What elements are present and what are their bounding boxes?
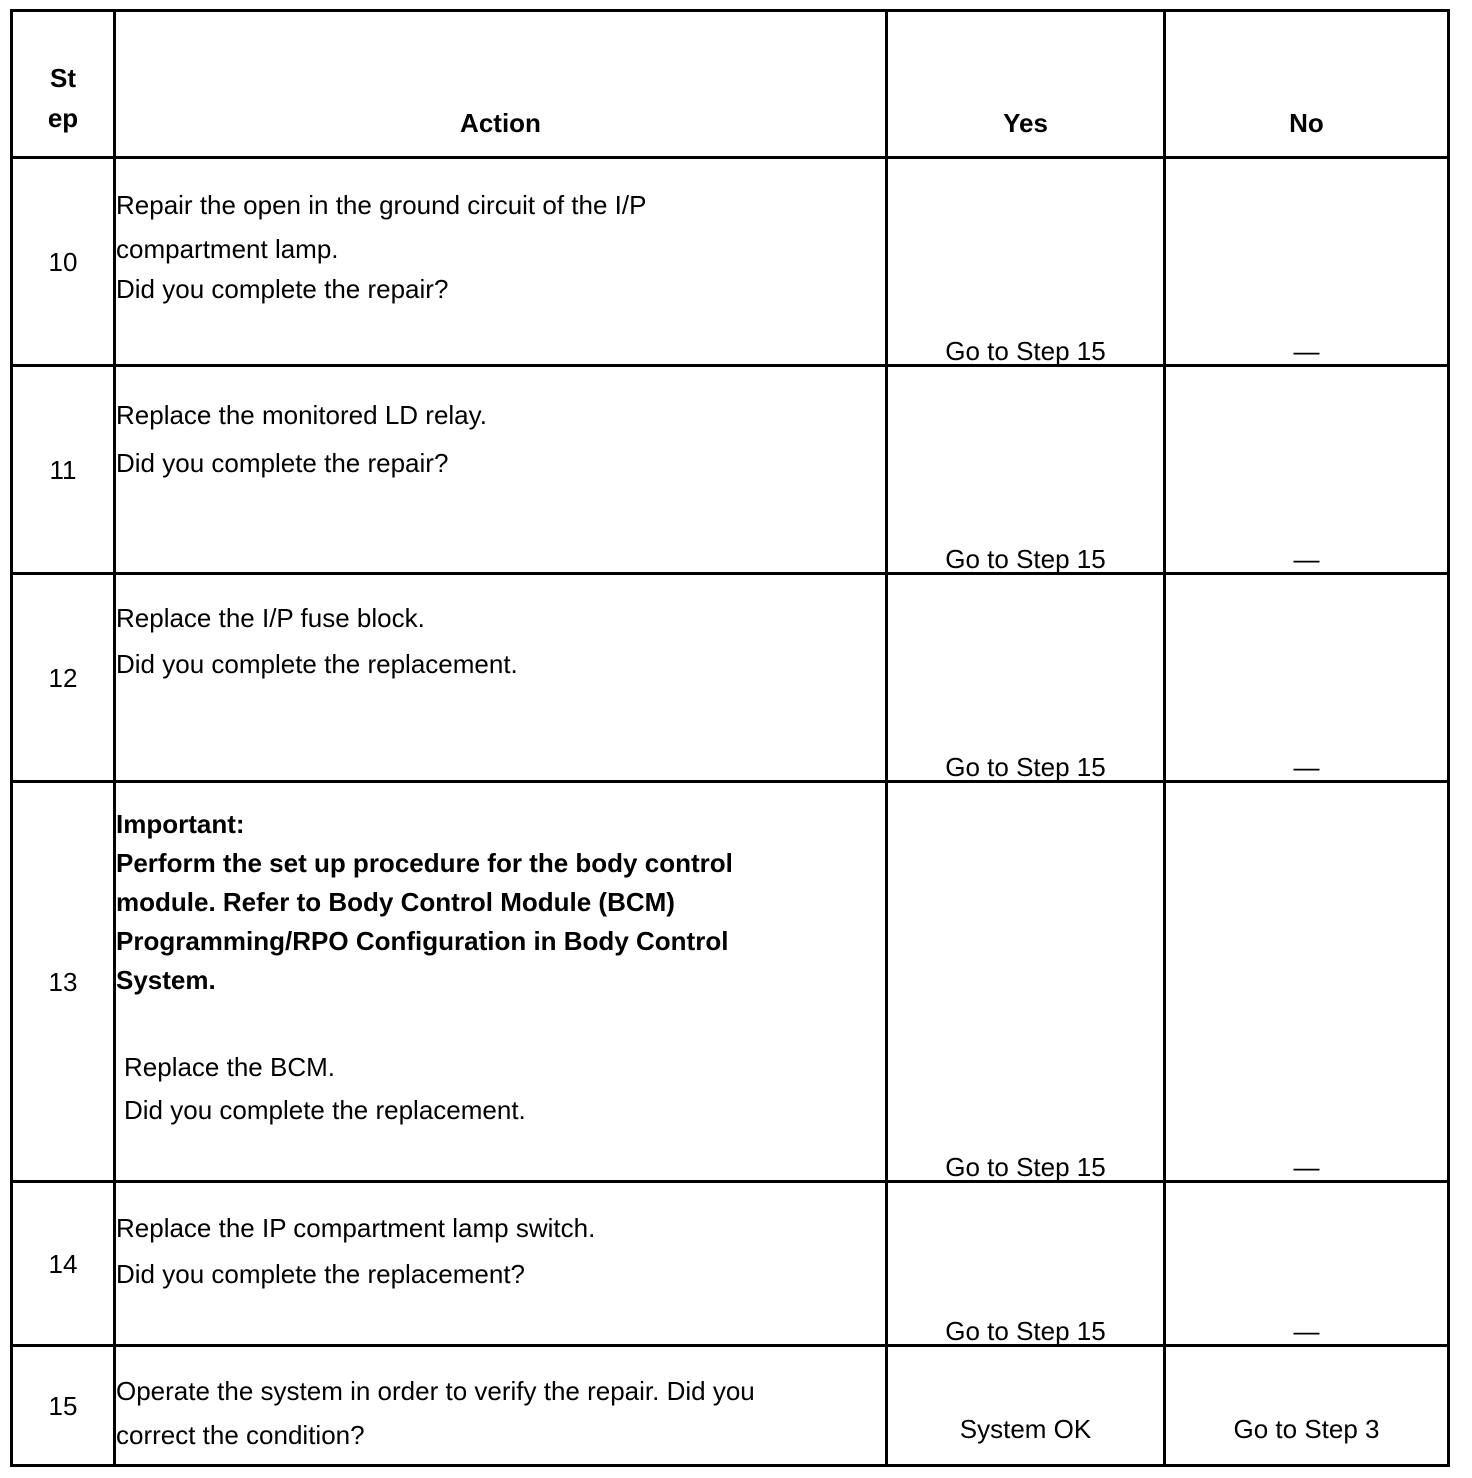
no-cell: Go to Step 3 bbox=[1165, 1346, 1449, 1466]
yes-cell: Go to Step 15 bbox=[887, 1182, 1165, 1346]
action-cell bbox=[115, 782, 887, 1182]
header-yes: Yes bbox=[887, 11, 1165, 158]
action-line: Did you complete the repair? bbox=[116, 448, 449, 478]
action-line: compartment lamp. bbox=[116, 234, 339, 264]
yes-cell: Go to Step 15 bbox=[887, 574, 1165, 782]
table-row-step-15 bbox=[12, 1346, 1449, 1466]
yes-cell: Go to Step 15 bbox=[887, 366, 1165, 574]
important-label: Important: bbox=[116, 809, 245, 839]
no-cell: — bbox=[1165, 782, 1449, 1182]
action-line: Did you complete the replacement. bbox=[116, 649, 518, 679]
step-number: 11 bbox=[12, 366, 115, 574]
table-header-row bbox=[12, 11, 1449, 158]
yes-cell: Go to Step 15 bbox=[887, 782, 1165, 1182]
table-row-step-13 bbox=[12, 782, 1449, 1182]
step-number: 10 bbox=[12, 158, 115, 366]
action-cell bbox=[115, 574, 887, 782]
header-action: Action bbox=[115, 11, 887, 158]
action-line: Replace the monitored LD relay. bbox=[116, 400, 487, 430]
step-number: 15 bbox=[12, 1346, 115, 1466]
no-cell: — bbox=[1165, 366, 1449, 574]
yes-cell: Go to Step 15 bbox=[887, 158, 1165, 366]
no-cell: — bbox=[1165, 158, 1449, 366]
step-number: 13 bbox=[12, 782, 115, 1182]
action-line: Replace the IP compartment lamp switch. bbox=[116, 1213, 596, 1243]
action-line: Did you complete the replacement? bbox=[116, 1259, 526, 1289]
table-row-step-12 bbox=[12, 574, 1449, 782]
header-step-line2: ep bbox=[47, 103, 79, 133]
diagnostic-table bbox=[10, 9, 1450, 1467]
important-line: System. bbox=[116, 965, 216, 995]
action-line: correct the condition? bbox=[116, 1420, 365, 1450]
action-cell bbox=[115, 158, 887, 366]
no-cell: — bbox=[1165, 574, 1449, 782]
header-step-line1: St bbox=[50, 63, 76, 93]
step-number: 14 bbox=[12, 1182, 115, 1346]
no-cell: — bbox=[1165, 1182, 1449, 1346]
action-line: Operate the system in order to verify the repair. Did you bbox=[116, 1376, 755, 1406]
action-line: Replace the BCM. bbox=[124, 1052, 335, 1082]
action-line: Did you complete the replacement. bbox=[124, 1095, 526, 1125]
table-row-step-11 bbox=[12, 366, 1449, 574]
action-line: Did you complete the repair? bbox=[116, 274, 449, 304]
action-line: Repair the open in the ground circuit of the I/P bbox=[116, 190, 647, 220]
header-step bbox=[12, 11, 115, 158]
important-line: Programming/RPO Configuration in Body Control bbox=[116, 926, 729, 956]
action-cell bbox=[115, 1346, 887, 1466]
action-cell bbox=[115, 366, 887, 574]
table-row-step-10 bbox=[12, 158, 1449, 366]
header-no: No bbox=[1165, 11, 1449, 158]
yes-cell: System OK bbox=[887, 1346, 1165, 1466]
step-number: 12 bbox=[12, 574, 115, 782]
action-line: Replace the I/P fuse block. bbox=[116, 603, 425, 633]
table-row-step-14 bbox=[12, 1182, 1449, 1346]
important-line: Perform the set up procedure for the body control bbox=[116, 848, 733, 878]
action-cell bbox=[115, 1182, 887, 1346]
important-line: module. Refer to Body Control Module (BCM) bbox=[116, 887, 675, 917]
